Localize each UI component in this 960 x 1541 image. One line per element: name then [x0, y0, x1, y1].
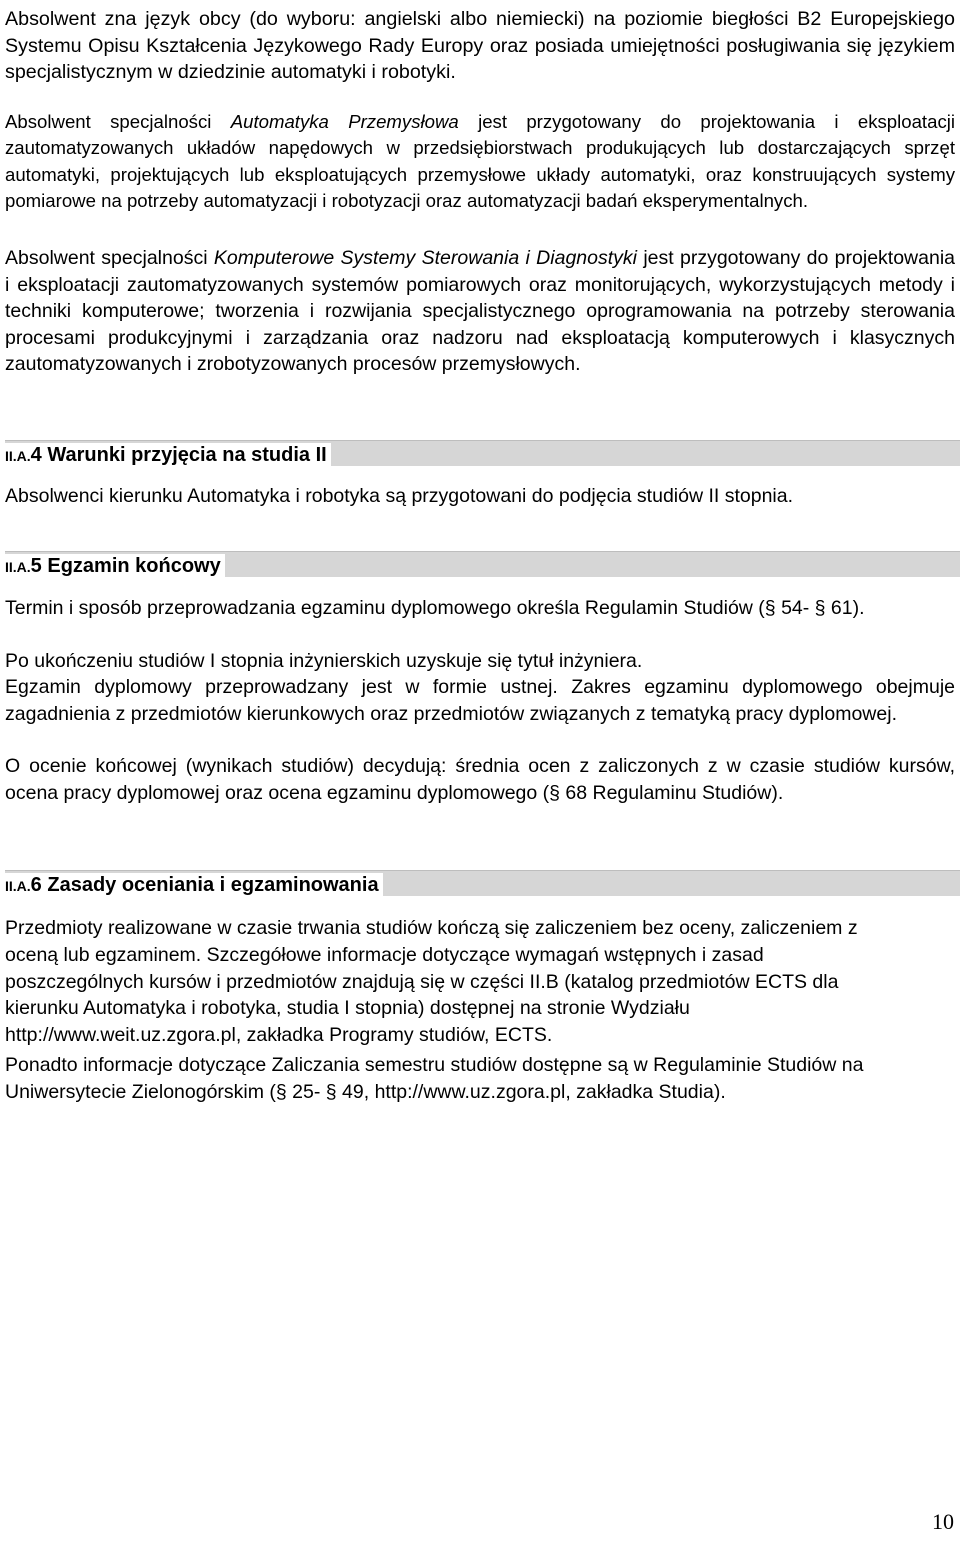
- page-number: 10: [932, 1509, 954, 1534]
- section-number: II.A.: [5, 878, 31, 894]
- specialization-prefix: Absolwent specjalności: [5, 111, 231, 132]
- section-number-tail: 4: [30, 444, 42, 466]
- section-number: II.A.: [5, 448, 31, 464]
- intro-paragraph: Absolwent zna język obcy (do wyboru: angielski albo niemiecki) na poziomie biegłości B2 Europejskiego Systemu Opisu Kształcenia Językowego Rady Europy oraz posiada umiejętności posługiwania się językiem specjalistycznym w dziedzinie automatyki i robotyki.: [5, 8, 955, 83]
- section-title-text: Egzamin końcowy: [47, 555, 221, 577]
- specialization-automatyka-paragraph: [5, 109, 955, 214]
- specialization-name: Automatyka Przemysłowa: [230, 111, 459, 132]
- specialization-description: jest przygotowany do projektowania i eksploatacji zautomatyzowanych układów napędowych w przedsiębiorstwach produkujących lub dostarczających sprzęt automatyki, projektujących lub eksploatujących przemysłowe układy automatyki, oraz konstruujących systemy pomiarowe na potrzeby automatyzacji i robotyzacji oraz automatyzacji badań eksperymentalnych.: [5, 111, 956, 211]
- section-header-zasady: [5, 870, 960, 896]
- section-5-paragraph-zakres: Egzamin dyplomowy przeprowadzany jest w formie ustnej. Zakres egzaminu dyplomowego obejmuje zagadnienia z przedmiotów kierunkowych oraz przedmiotów związanych z tematyką pracy dyplomowej.: [5, 676, 955, 725]
- section-4-body: Absolwenci kierunku Automatyka i robotyka są przygotowani do podjęcia studiów II stopnia.: [5, 485, 794, 507]
- section-number-tail: 6: [30, 874, 42, 896]
- section-5-paragraph-tytul: Po ukończeniu studiów I stopnia inżynierskich uzyskuje się tytuł inżyniera.: [5, 650, 643, 672]
- section-header-egzamin: [5, 551, 960, 577]
- section-5-paragraph-termin: Termin i sposób przeprowadzania egzaminu dyplomowego określa Regulamin Studiów (§ 54- § 61).: [5, 597, 865, 619]
- section-6-paragraph-regulamin: Ponadto informacje dotyczące Zaliczania semestru studiów dostępne są w Regulaminie Studiów na Uniwersytecie Zielonogórskim (§ 25- § 49, http://www.uz.zgora.pl, zakładka Studia).: [5, 1054, 864, 1103]
- section-6-paragraph-przedmioty: Przedmioty realizowane w czasie trwania studiów kończą się zaliczeniem bez oceny, zaliczeniem z oceną lub egzaminem. Szczegółowe informacje dotyczące wymagań wstępnych i zasad poszczególnych kursów i przedmiotów znajdują się w części II.B (katalog przedmiotów ECTS dla kierunku Automatyka i robotyka, studia I stopnia) dostępnej na stronie Wydziału http://www.weit.uz.zgora.pl, zakładka Programy studiów, ECTS.: [5, 917, 858, 1047]
- specialization-description: jest przygotowany do projektowania i eksploatacji zautomatyzowanych systemów pomiarowych oraz monitorujących, wykorzystujących metody i techniki komputerowe; tworzenia i rozwijania specjalistycznego oprogramowania na potrzeby sterowania procesami produkcyjnymi i zarządzania oraz nadzoru nad eksploatacją komputerowych i klasycznych zautomatyzowanych i zrobotyzowanych procesów przemysłowych.: [5, 247, 956, 375]
- section-number-tail: 5: [30, 555, 42, 577]
- specialization-prefix: Absolwent specjalności: [5, 247, 214, 269]
- section-title: [5, 554, 225, 579]
- section-title: [5, 873, 383, 898]
- section-5-paragraph-ocena: O ocenie końcowej (wynikach studiów) decydują: średnia ocen z zaliczonych z w czasie studiów kursów, ocena pracy dyplomowej oraz ocena egzaminu dyplomowego (§ 68 Regulaminu Studiów).: [5, 755, 955, 804]
- specialization-name: Komputerowe Systemy Sterowania i Diagnostyki: [213, 247, 637, 269]
- section-title: [5, 443, 331, 468]
- specialization-ksd-paragraph: [5, 245, 955, 378]
- section-header-warunki: [5, 440, 960, 466]
- section-number: II.A.: [5, 559, 31, 575]
- section-title-text: Zasady oceniania i egzaminowania: [47, 874, 379, 896]
- section-title-text: Warunki przyjęcia na studia II: [47, 444, 327, 466]
